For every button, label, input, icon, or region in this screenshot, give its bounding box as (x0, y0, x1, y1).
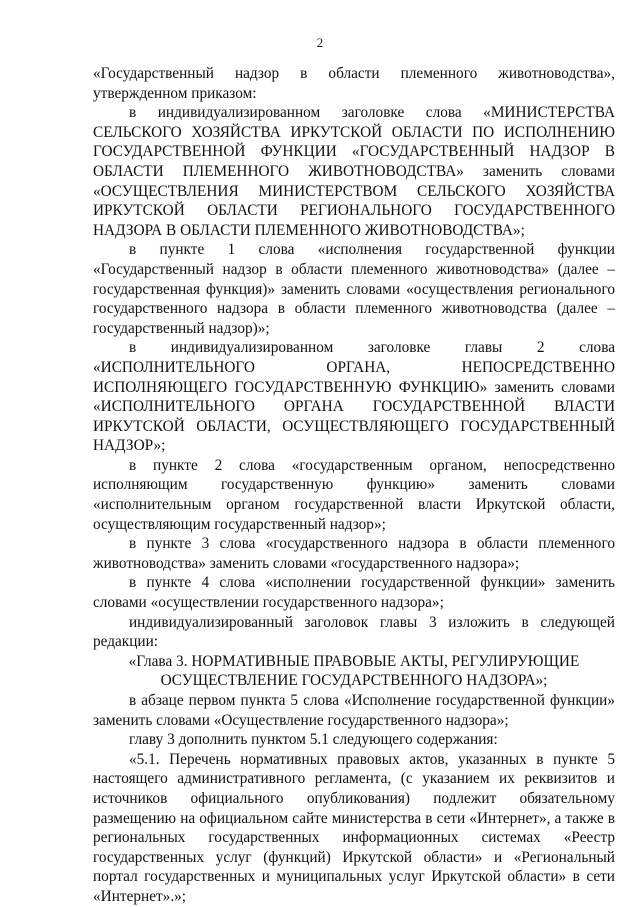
paragraph-item-5: в абзаце первом пункта 5 слова «Исполнение государственной функции» заменить словами «Осуществление государственного надзора»; (93, 692, 615, 729)
chapter-3-title: «Глава 3. НОРМАТИВНЫЕ ПРАВОВЫЕ АКТЫ, РЕГУЛИРУЮЩИЕ ОСУЩЕСТВЛЕНИЕ ГОСУДАРСТВЕННОГО НАДЗОРА»; (128, 652, 580, 690)
paragraph-item-4: в пункте 4 слова «исполнении государственной функции» заменить словами «осуществлении государственного надзора»; (93, 574, 615, 612)
paragraph-item-1: в пункте 1 слова «исполнения государственной функции «Государственный надзор в области племенного животноводства» (далее – государственная функция)» заменить словами «осуществления регионального государственного надзора в области племенного животноводства (далее – государственный надзор)»; (93, 241, 615, 337)
document-body (93, 64, 615, 907)
paragraph-intro: «Государственный надзор в области племенного животноводства», утвержденном приказом: (93, 65, 615, 102)
paragraph-title-amendment: в индивидуализированном заголовке слова «МИНИСТЕРСТВА СЕЛЬСКОГО ХОЗЯЙСТВА ИРКУТСКОЙ ОБЛАСТИ ПО ИСПОЛНЕНИЮ ГОСУДАРСТВЕННОЙ ФУНКЦИИ «ГОСУДАРСТВЕННЫЙ НАДЗОР В ОБЛАСТИ ПЛЕМЕННОГО ЖИВОТНОВОДСТВА» заменить словами «ОСУЩЕСТВЛЕНИЯ МИНИСТЕРСТВОМ СЕЛЬСКОГО ХОЗЯЙСТВА ИРКУТСКОЙ ОБЛАСТИ РЕГИОНАЛЬНОГО ГОСУДАРСТВЕННОГО НАДЗОРА В ОБЛАСТИ ПЛЕМЕННОГО ЖИВОТНОВОДСТВА»; (93, 104, 615, 239)
paragraph-item-3: в пункте 3 слова «государственного надзора в области племенного животноводства» заменить словами «государственного надзора»; (93, 535, 615, 572)
paragraph-item-2: в пункте 2 слова «государственным органом, непосредственно исполняющим государственную функцию» заменить словами «исполнительным органом государственной власти Иркутской области, осуществляющим государственный надзор»; (93, 456, 615, 533)
paragraph-chapter-2-title: в индивидуализированном заголовке главы 2 слова «ИСПОЛНИТЕЛЬНОГО ОРГАНА, НЕПОСРЕДСТВЕННО ИСПОЛНЯЮЩЕГО ГОСУДАРСТВЕННУЮ ФУНКЦИЮ» заменить словами «ИСПОЛНИТЕЛЬНОГО ОРГАНА ГОСУДАРСТВЕННОЙ ВЛАСТИ ИРКУТСКОЙ ОБЛАСТИ, ОСУЩЕСТВЛЯЮЩЕГО ГОСУДАРСТВЕННЫЙ НАДЗОР»; (93, 339, 615, 455)
paragraph-5-1-text: «5.1. Перечень нормативных правовых актов, указанных в пункте 5 настоящего административного регламента, (с указанием их реквизитов и источников официального опубликования) подлежит обязательному размещению на официальном сайте министерства в сети «Интернет», а также в региональных государственных информационных системах «Реестр государственных услуг (функций) Иркутской области» и «Региональный портал государственных и муниципальных услуг Иркутской области» в сети «Интернет».»; (93, 750, 615, 905)
paragraph-chapter-3-intro: индивидуализированный заголовок главы 3 изложить в следующей редакции: (93, 613, 615, 651)
paragraph-add-5-1: главу 3 дополнить пунктом 5.1 следующего содержания: (129, 731, 498, 749)
page-number: 2 (316, 35, 324, 50)
